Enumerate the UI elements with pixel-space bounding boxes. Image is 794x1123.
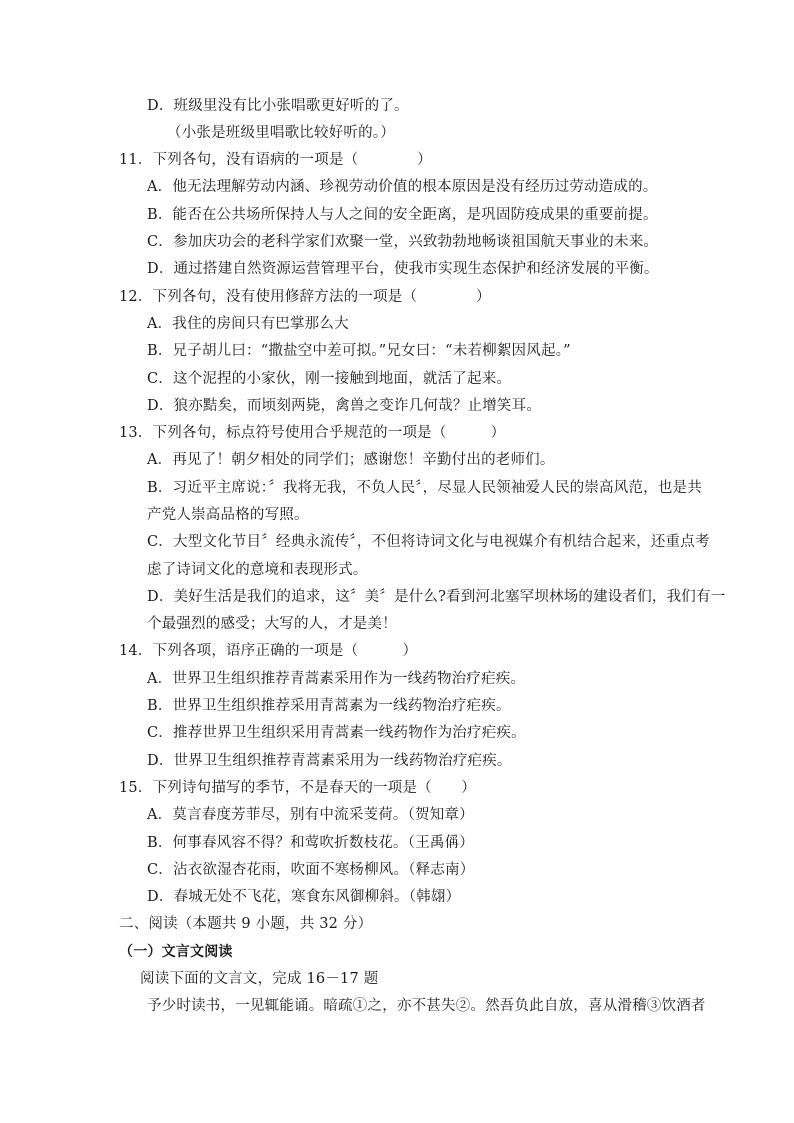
option-line: D．通过搭建自然资源运营管理平台，使我市实现生态保护和经济发展的平衡。 bbox=[147, 261, 659, 277]
option-line: B．能否在公共场所保持人与人之间的安全距离，是巩固防疫成果的重要前提。 bbox=[147, 207, 658, 223]
option-line: D．狼亦黠矣，而顷刻两毙，禽兽之变诈几何哉？止增笑耳。 bbox=[147, 398, 542, 414]
option-line: D．美好生活是我们的追求，这〞美〞是什么?看到河北塞罕坝林场的建设者们，我们有一 bbox=[147, 589, 726, 605]
question-15: 15．下列诗句描写的季节，不是春天的一项是（ ） bbox=[119, 780, 476, 796]
question-14: 14．下列各项，语序正确的一项是（ ） bbox=[119, 643, 418, 659]
option-line: C．推荐世界卫生组织采用青蒿素一线药物作为治疗疟疾。 bbox=[147, 725, 526, 741]
option-line: D．春城无处不飞花，寒食东风御柳斜。（韩翃） bbox=[147, 889, 461, 905]
instruction-line: 阅读下面的文言文，完成 16－17 题 bbox=[140, 971, 379, 987]
option-line: C．沾衣欲湿杏花雨，吹面不寒杨柳风。（释志南） bbox=[147, 862, 475, 878]
section-heading: 二、阅读（本题共 9 小题，共 32 分） bbox=[119, 916, 373, 932]
option-line: B．世界卫生组织推荐采用青蒿素为一线药物治疗疟疾。 bbox=[147, 698, 511, 714]
option-continuation: 虑了诗词文化的意境和表现形式。 bbox=[147, 562, 368, 578]
question-12: 12．下列各句，没有使用修辞方法的一项是（ ） bbox=[119, 289, 491, 305]
option-line: D．世界卫生组织推荐青蒿素采用为一线药物治疗疟疾。 bbox=[147, 753, 512, 769]
option-line: D．班级里没有比小张唱歌更好听的了。 bbox=[147, 98, 409, 114]
option-line: C．大型文化节目〞经典永流传〞，不但将诗词文化与电视媒介有机结合起来，还重点考 bbox=[147, 534, 710, 550]
option-line: A．我住的房间只有巴掌那么大 bbox=[147, 316, 349, 332]
option-line: B．兄子胡儿曰：“撒盐空中差可拟。”兄女曰：“未若柳絮因风起。” bbox=[147, 343, 571, 359]
passage-line: 予少时读书，一见辄能诵。暗疏①之，亦不甚失②。然吾负此自放，喜从滑稽③饮酒者 bbox=[147, 998, 706, 1014]
subsection-heading: （一）文言文阅读 bbox=[119, 944, 233, 960]
option-line: C．这个泥捏的小家伙，刚一接触到地面，就活了起来。 bbox=[147, 371, 512, 387]
option-line: A．世界卫生组织推荐青蒿素采用作为一线药物治疗疟疾。 bbox=[147, 671, 526, 687]
option-line: B．习近平主席说：〞我将无我，不负人民〞，尽显人民领袖爱人民的崇高风范，也是共 bbox=[147, 480, 702, 496]
option-line: B．何事春风容不得？和莺吹折数枝花。（王禹偁） bbox=[147, 835, 475, 851]
note-line: （小张是班级里唱歌比较好听的。） bbox=[167, 125, 395, 141]
option-continuation: 产党人崇高品格的写照。 bbox=[147, 507, 309, 523]
question-13: 13．下列各句，标点符号使用合乎规范的一项是（ ） bbox=[119, 425, 506, 441]
option-line: A．再见了！朝夕相处的同学们；感谢您！辛勤付出的老师们。 bbox=[147, 452, 555, 468]
question-11: 11．下列各句，没有语病的一项是（ ） bbox=[119, 152, 432, 168]
option-line: A．他无法理解劳动内涵、珍视劳动价值的根本原因是没有经历过劳动造成的。 bbox=[147, 179, 658, 195]
option-line: A．莫言春度芳菲尽，别有中流采芰荷。（贺知章） bbox=[147, 807, 474, 823]
option-continuation: 个最强烈的感受；大写的人，才是美！ bbox=[147, 616, 397, 632]
option-line: C．参加庆功会的老科学家们欢聚一堂，兴致勃勃地畅谈祖国航天事业的未来。 bbox=[147, 234, 659, 250]
